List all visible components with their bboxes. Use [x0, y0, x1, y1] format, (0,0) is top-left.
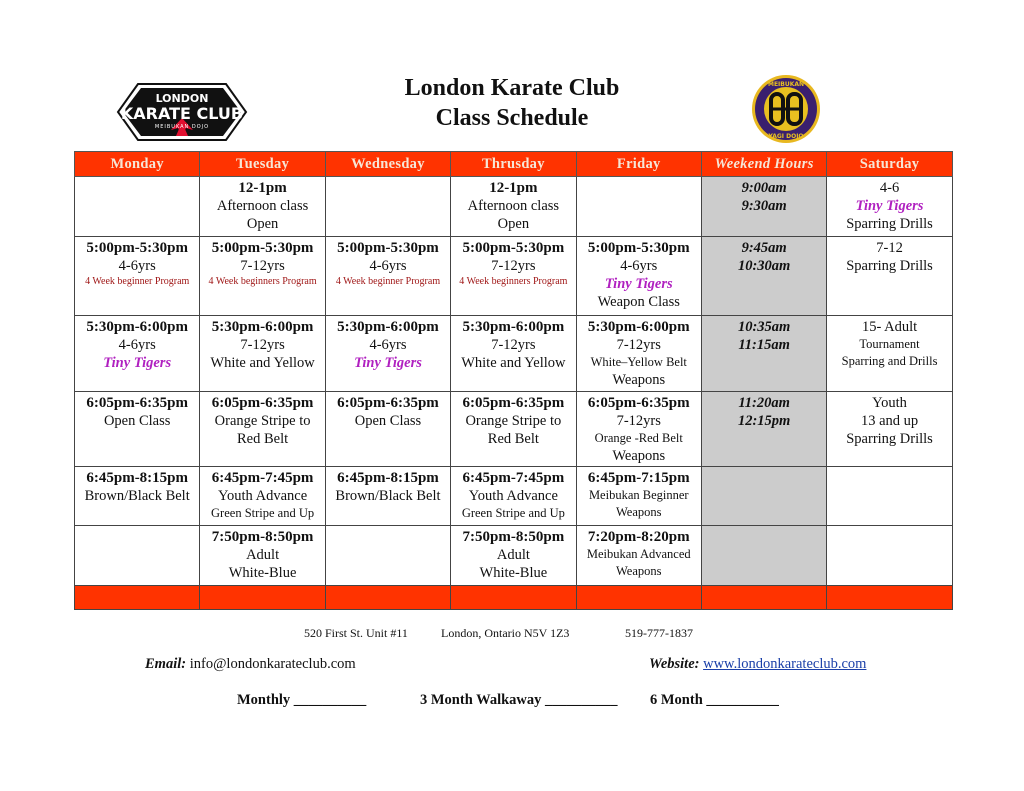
class-time: 6:05pm-6:35pm — [337, 395, 439, 411]
footer-bar-cell — [827, 586, 952, 610]
col-header-weekend-hours: Weekend Hours — [701, 152, 826, 177]
class-detail: White and Yellow — [210, 355, 315, 371]
class-time: 6:45pm-7:45pm — [211, 470, 314, 486]
london-karate-club-logo — [116, 80, 248, 144]
class-detail: 7-12yrs — [491, 337, 536, 353]
table-row — [75, 237, 953, 316]
class-time: 6:05pm-6:35pm — [587, 395, 690, 411]
schedule-cell-friday — [576, 316, 701, 392]
class-detail: White and Yellow — [461, 355, 566, 371]
logo-text-main: KARATE CLUB — [120, 104, 244, 123]
class-time: 5:30pm-6:00pm — [337, 319, 439, 335]
col-header-wednesday: Wednesday — [325, 152, 450, 177]
schedule-cell-tuesday — [200, 316, 325, 392]
email-address[interactable]: info@londonkarateclub.com — [189, 656, 356, 672]
schedule-cell-friday — [576, 526, 701, 586]
class-detail: Red Belt — [487, 431, 539, 447]
schedule-cell-saturday — [827, 467, 952, 526]
class-detail: Red Belt — [237, 431, 289, 447]
schedule-cell-thursday — [451, 467, 576, 526]
class-time: 6:05pm-6:35pm — [211, 395, 314, 411]
class-time: 12-1pm — [238, 180, 287, 196]
class-detail: Tournament — [859, 337, 920, 351]
class-time: 9:00am — [741, 180, 787, 196]
class-detail: 4 Week beginner Program — [335, 276, 441, 287]
class-detail: Weapons — [612, 448, 666, 464]
street-address: 520 First St. Unit #11 — [304, 626, 408, 640]
class-detail: Youth Advance — [218, 488, 308, 504]
class-detail: 13 and up — [860, 413, 919, 429]
schedule-cell-wednesday — [325, 392, 450, 467]
class-time: 5:30pm-6:00pm — [462, 319, 565, 335]
footer-bar-cell — [576, 586, 701, 610]
class-detail: 4-6yrs — [118, 337, 156, 353]
class-detail: Youth Advance — [468, 488, 558, 504]
class-detail: Sparring Drills — [846, 258, 933, 274]
class-detail: 7-12yrs — [240, 258, 285, 274]
tiny-tigers-label: Tiny Tigers — [855, 198, 924, 214]
class-detail: 4 Week beginners Program — [459, 276, 568, 287]
schedule-cell-thursday — [451, 526, 576, 586]
website-label: Website: — [649, 656, 700, 672]
tiny-tigers-label: Tiny Tigers — [103, 355, 172, 371]
class-time: 5:00pm-5:30pm — [337, 240, 439, 256]
class-detail: Brown/Black Belt — [84, 488, 190, 504]
col-header-tuesday: Tuesday — [200, 152, 325, 177]
schedule-cell-saturday — [827, 316, 952, 392]
class-detail: Orange -Red Belt — [594, 431, 683, 445]
emblem-text-top: MEIBUKAN — [767, 81, 805, 88]
class-detail: 7-12yrs — [616, 337, 661, 353]
class-detail: Meibukan Advanced — [586, 547, 691, 561]
class-detail: Weapons — [612, 372, 666, 388]
class-detail: Brown/Black Belt — [335, 488, 441, 504]
class-time: 9:45am — [741, 240, 787, 256]
emblem-text-bottom: YAGI DOJO — [768, 133, 804, 140]
class-detail: 15- Adult — [861, 319, 918, 335]
logo-text-top: LONDON — [155, 92, 209, 105]
class-detail: Open Class — [103, 413, 171, 429]
class-time: 7:50pm-8:50pm — [462, 529, 565, 545]
schedule-cell-saturday — [827, 237, 952, 316]
class-detail: 4-6yrs — [369, 337, 407, 353]
class-time: 6:05pm-6:35pm — [86, 395, 189, 411]
schedule-cell-wednesday — [325, 467, 450, 526]
class-time: 6:45pm-7:15pm — [587, 470, 690, 486]
class-detail: Orange Stripe to — [465, 413, 562, 429]
schedule-cell-tuesday — [200, 526, 325, 586]
class-time: 9:30am — [741, 198, 787, 214]
class-detail: 7-12yrs — [491, 258, 536, 274]
class-detail: Sparring Drills — [846, 431, 933, 447]
class-detail: Sparring Drills — [846, 216, 933, 232]
class-detail: Open — [246, 216, 279, 232]
page-title — [330, 73, 694, 133]
schedule-cell-wednesday — [325, 237, 450, 316]
schedule-cell-weekend-hours — [701, 467, 826, 526]
schedule-cell-tuesday — [200, 237, 325, 316]
table-row — [75, 467, 953, 526]
col-header-monday: Monday — [75, 152, 200, 177]
class-time: 6:45pm-7:45pm — [462, 470, 565, 486]
class-time: 5:00pm-5:30pm — [462, 240, 565, 256]
schedule-cell-weekend-hours — [701, 392, 826, 467]
class-detail: 4-6yrs — [369, 258, 407, 274]
schedule-cell-weekend-hours — [701, 177, 826, 237]
email-contact — [145, 656, 356, 673]
class-time: 10:30am — [737, 258, 791, 274]
class-detail: Open Class — [354, 413, 422, 429]
website-link[interactable]: www.londonkarateclub.com — [703, 656, 867, 672]
tiny-tigers-label: Tiny Tigers — [354, 355, 422, 371]
class-time: 5:30pm-6:00pm — [211, 319, 314, 335]
schedule-cell-thursday — [451, 177, 576, 237]
tiny-tigers-label: Tiny Tigers — [604, 276, 673, 292]
schedule-cell-friday — [576, 392, 701, 467]
class-detail: Adult — [246, 547, 280, 563]
col-header-thursday: Thrusday — [451, 152, 576, 177]
schedule-cell-weekend-hours — [701, 526, 826, 586]
table-row — [75, 177, 953, 237]
schedule-cell-wednesday — [325, 316, 450, 392]
schedule-cell-friday — [576, 237, 701, 316]
class-detail: Meibukan Beginner — [588, 488, 689, 502]
schedule-cell-monday — [75, 316, 200, 392]
class-time: 7:50pm-8:50pm — [211, 529, 314, 545]
class-detail: Sparring and Drills — [841, 354, 938, 368]
schedule-cell-thursday — [451, 237, 576, 316]
class-time: 5:00pm-5:30pm — [86, 240, 189, 256]
schedule-cell-wednesday — [325, 526, 450, 586]
schedule-cell-monday — [75, 467, 200, 526]
schedule-cell-thursday — [451, 392, 576, 467]
class-detail: 7-12 — [876, 240, 903, 256]
city-address: London, Ontario N5V 1Z3 — [441, 626, 570, 640]
schedule-cell-weekend-hours — [701, 316, 826, 392]
class-time: 11:20am — [738, 395, 790, 411]
class-detail: Weapon Class — [597, 294, 680, 310]
class-time: 5:30pm-6:00pm — [86, 319, 189, 335]
class-detail: 7-12yrs — [240, 337, 285, 353]
class-detail: Adult — [496, 547, 530, 563]
class-detail: 7-12yrs — [616, 413, 661, 429]
class-detail: 4 Week beginners Program — [208, 276, 317, 287]
class-detail: Open — [497, 216, 530, 232]
schedule-cell-monday — [75, 237, 200, 316]
schedule-cell-saturday — [827, 392, 952, 467]
class-detail: Green Stripe and Up — [211, 506, 315, 520]
class-detail: White-Blue — [479, 565, 548, 581]
class-detail: 4-6 — [879, 180, 900, 196]
logo-text-sub: MEIBUKAN DOJO — [154, 124, 210, 130]
title-line-schedule: Class Schedule — [435, 105, 589, 131]
price-6-month: 6 Month __________ — [650, 692, 779, 708]
class-time: 12:15pm — [737, 413, 791, 429]
schedule-cell-saturday — [827, 526, 952, 586]
class-detail: 4 Week beginner Program — [85, 276, 190, 287]
price-3-month-walkaway: 3 Month Walkaway __________ — [420, 692, 618, 708]
email-label: Email: — [145, 656, 187, 672]
class-time: 11:15am — [738, 337, 790, 353]
class-detail: White–Yellow Belt — [590, 355, 687, 369]
class-detail: White-Blue — [228, 565, 297, 581]
footer-bar-cell — [200, 586, 325, 610]
footer-bar-cell — [701, 586, 826, 610]
header-row — [75, 152, 953, 177]
schedule-cell-monday — [75, 526, 200, 586]
class-time: 5:00pm-5:30pm — [587, 240, 690, 256]
schedule-cell-tuesday — [200, 392, 325, 467]
class-time: 5:00pm-5:30pm — [211, 240, 314, 256]
table-row — [75, 392, 953, 467]
class-time: 5:30pm-6:00pm — [587, 319, 690, 335]
class-time: 10:35am — [737, 319, 791, 335]
meibukan-yagi-dojo-logo — [751, 74, 821, 144]
class-detail: Weapons — [616, 505, 662, 519]
class-detail: Green Stripe and Up — [461, 506, 565, 520]
schedule-cell-tuesday — [200, 467, 325, 526]
class-time: 12-1pm — [489, 180, 538, 196]
class-detail: Orange Stripe to — [214, 413, 311, 429]
col-header-saturday: Saturday — [827, 152, 952, 177]
schedule-cell-monday — [75, 392, 200, 467]
class-detail: Afternoon class — [467, 198, 560, 214]
class-time: 7:20pm-8:20pm — [587, 529, 690, 545]
website-contact — [649, 656, 866, 673]
schedule-cell-wednesday — [325, 177, 450, 237]
schedule-cell-friday — [576, 467, 701, 526]
schedule-cell-friday — [576, 177, 701, 237]
class-time: 6:45pm-8:15pm — [86, 470, 189, 486]
schedule-cell-monday — [75, 177, 200, 237]
price-monthly: Monthly __________ — [237, 692, 367, 708]
class-detail: Youth — [872, 395, 907, 411]
class-schedule-table — [74, 151, 953, 610]
footer-bar-cell — [451, 586, 576, 610]
table-footer-bar — [75, 586, 953, 610]
class-detail: Afternoon class — [216, 198, 309, 214]
class-detail: 4-6yrs — [620, 258, 658, 274]
table-row — [75, 526, 953, 586]
schedule-cell-tuesday — [200, 177, 325, 237]
class-detail: 4-6yrs — [118, 258, 156, 274]
class-detail: Weapons — [616, 564, 662, 578]
schedule-cell-weekend-hours — [701, 237, 826, 316]
class-time: 6:45pm-8:15pm — [337, 470, 439, 486]
col-header-friday: Friday — [576, 152, 701, 177]
footer-bar-cell — [325, 586, 450, 610]
footer-bar-cell — [75, 586, 200, 610]
table-row — [75, 316, 953, 392]
class-time: 6:05pm-6:35pm — [462, 395, 565, 411]
schedule-cell-thursday — [451, 316, 576, 392]
schedule-cell-saturday — [827, 177, 952, 237]
title-line-club: London Karate Club — [404, 75, 620, 101]
phone-number: 519-777-1837 — [625, 626, 693, 640]
